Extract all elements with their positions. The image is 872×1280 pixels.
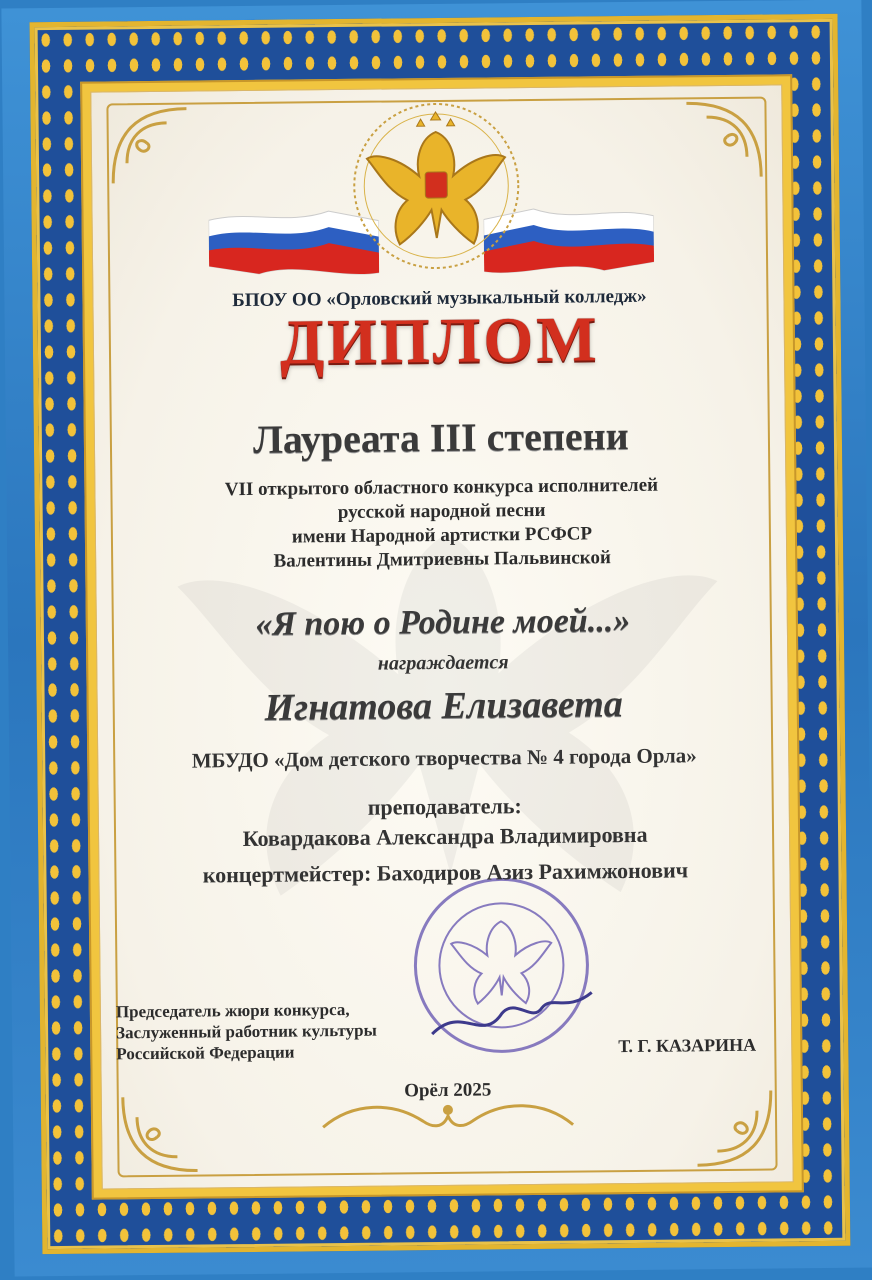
signatory-line: Председатель жюри конкурса, <box>115 999 350 1022</box>
accompanist: концертмейстер: Баходиров Азиз Рахимжонович <box>202 857 689 888</box>
corner-scroll-icon <box>676 97 767 188</box>
teacher-name: Ковардакова Александра Владимировна <box>242 821 648 852</box>
place-year: Орёл 2025 <box>404 1079 492 1102</box>
document-title: ДИПЛОМ <box>279 303 600 378</box>
diploma-frame <box>1 0 872 1276</box>
teacher-label: преподаватель: <box>367 793 522 820</box>
description-line: Валентины Дмитриевны Пальвинской <box>273 547 611 572</box>
awarded-text: награждается <box>377 651 509 675</box>
signatory-line: Российской Федерации <box>116 1042 295 1064</box>
organization-name: БПОУ ОО «Орловский музыкальный колледж» <box>232 285 647 312</box>
signatory-title <box>116 998 447 1064</box>
description-line: имени Народной артистки РСФСР <box>291 523 593 548</box>
laureate-degree: Лауреата III степени <box>252 412 629 462</box>
contest-description <box>116 473 767 576</box>
description-line: русской народной песни <box>337 499 546 524</box>
contest-motto: «Я пою о Родине моей...» <box>255 601 631 643</box>
school-name: МБУДО «Дом детского творчества № 4 города Орла» <box>191 743 697 773</box>
corner-scroll-icon <box>106 103 197 194</box>
signatory-line: Заслуженный работник культуры <box>116 1020 377 1043</box>
russian-coat-of-arms-icon <box>328 97 544 279</box>
signatory-name: Т. Г. КАЗАРИНА <box>618 1034 757 1057</box>
description-line: VII открытого областного конкурса исполнителей <box>224 474 659 501</box>
recipient-name: Игнатова Елизавета <box>264 683 624 729</box>
